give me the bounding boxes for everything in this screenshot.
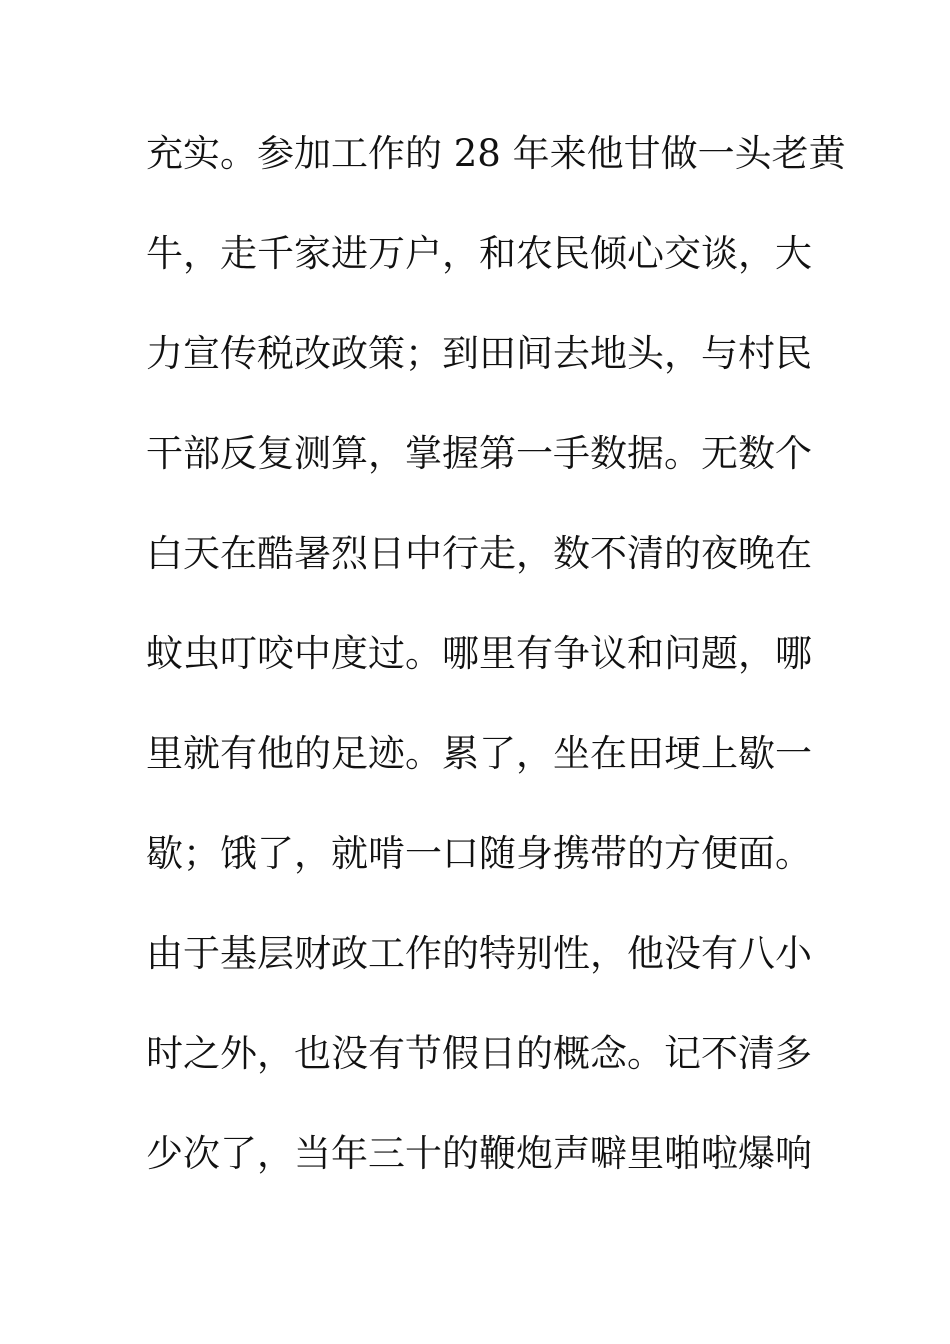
text-line: 力宣传税改政策；到田间去地头，与村民 (146, 332, 812, 375)
text-line: 少次了，当年三十的鞭炮声噼里啪啦爆响 (146, 1132, 812, 1175)
text-line: 充实。参加工作的 28 年来他甘做一头老黄 (146, 132, 846, 175)
text-line: 时之外，也没有节假日的概念。记不清多 (146, 1032, 812, 1075)
text-line: 蚊虫叮咬中度过。哪里有争议和问题，哪 (146, 632, 812, 675)
text-line: 歇；饿了，就啃一口随身携带的方便面。 (146, 832, 812, 875)
text-line: 里就有他的足迹。累了，坐在田埂上歇一 (146, 732, 812, 775)
text-line: 干部反复测算，掌握第一手数据。无数个 (146, 432, 812, 475)
text-line: 白天在酷暑烈日中行走，数不清的夜晚在 (146, 532, 812, 575)
text-line: 由于基层财政工作的特别性，他没有八小 (146, 932, 812, 975)
text-line: 牛，走千家进万户，和农民倾心交谈，大 (146, 232, 812, 275)
body-paragraph (146, 124, 846, 1224)
